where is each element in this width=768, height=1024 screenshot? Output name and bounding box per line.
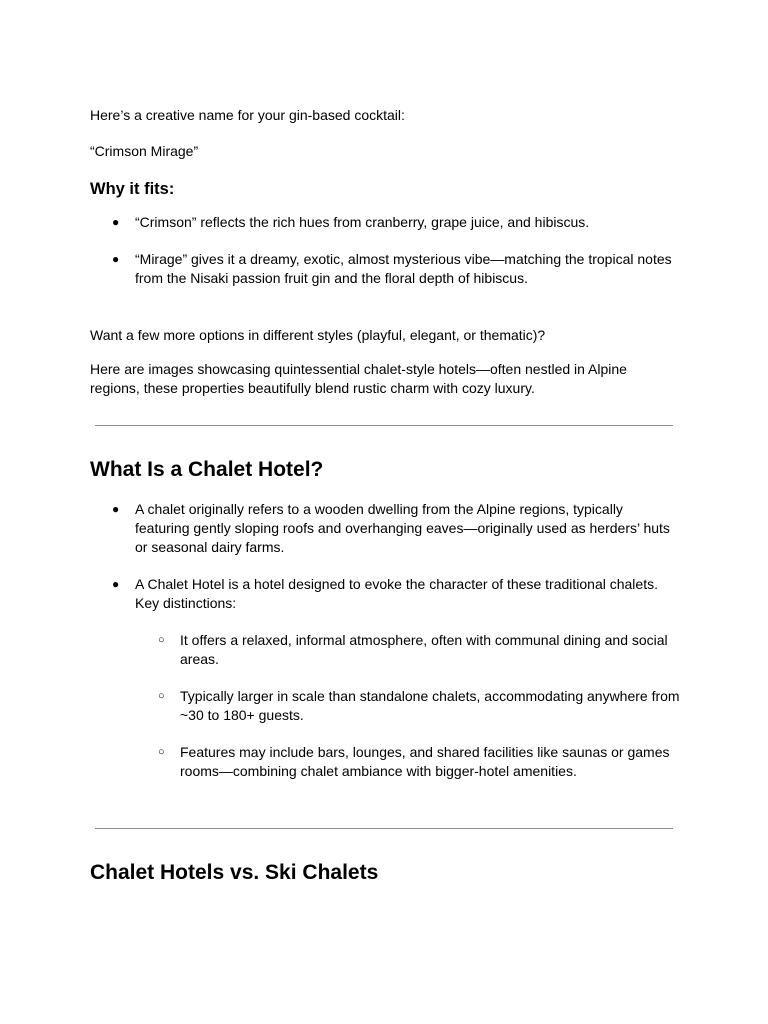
section-heading: Chalet Hotels vs. Ski Chalets: [90, 861, 379, 884]
bullet-icon: ●: [112, 577, 120, 591]
cocktail-name: “Crimson Mirage”: [90, 143, 199, 159]
sub-list-item-text: Features may include bars, lounges, and shared facilities like saunas or games rooms—combining chalet ambiance with bigger-hotel amenities.: [180, 744, 670, 779]
list-item-text: “Crimson” reflects the rich hues from cranberry, grape juice, and hibiscus.: [135, 214, 590, 230]
sub-list-item: [135, 743, 680, 781]
list-item-text: A chalet originally refers to a wooden dwelling from the Alpine regions, typically featuring gently sloping roofs and overhanging eaves—originally used as herders’ huts or seasonal dairy farms.: [135, 501, 670, 555]
more-options-text: Want a few more options in different styles (playful, elegant, or thematic)?: [90, 327, 546, 343]
sub-list-item-text: It offers a relaxed, informal atmosphere, often with communal dining and social areas.: [180, 632, 668, 667]
sub-bullet-icon: ○: [158, 690, 165, 702]
bullet-icon: ●: [112, 252, 120, 266]
list-item: [90, 213, 680, 232]
sub-bullet-icon: ○: [158, 746, 165, 758]
sub-list-item: [135, 687, 680, 725]
section-heading: What Is a Chalet Hotel?: [90, 458, 324, 481]
section-chalet-hotel: [90, 457, 680, 799]
why-heading: Why it fits:: [90, 180, 175, 198]
chalet-list: [90, 500, 680, 781]
list-item: [90, 500, 680, 557]
intro-text: Here’s a creative name for your gin-based cocktail:: [90, 107, 405, 123]
list-item-text: A Chalet Hotel is a hotel designed to evoke the character of these traditional chalets. Key distinctions:: [135, 576, 658, 611]
bullet-icon: ●: [112, 502, 120, 516]
section-divider: [95, 828, 673, 829]
list-item: [90, 575, 680, 781]
list-item: [90, 250, 680, 288]
document-body: [90, 106, 680, 306]
sub-list-item-text: Typically larger in scale than standalone chalets, accommodating anywhere from ~30 to 180+ guests.: [180, 688, 680, 723]
bullet-icon: ●: [112, 215, 120, 229]
why-list: [90, 213, 680, 288]
section-divider: [95, 425, 673, 426]
chalet-sublist: [135, 631, 680, 781]
sub-bullet-icon: ○: [158, 634, 165, 646]
sub-list-item: [135, 631, 680, 669]
list-item-text: “Mirage” gives it a dreamy, exotic, almost mysterious vibe—matching the tropical notes from the Nisaki passion fruit gin and the floral depth of hibiscus.: [135, 251, 672, 286]
chalet-intro-text: Here are images showcasing quintessential chalet-style hotels—often nestled in Alpine regions, these properties beautifully blend rustic charm with cozy luxury.: [90, 361, 627, 396]
